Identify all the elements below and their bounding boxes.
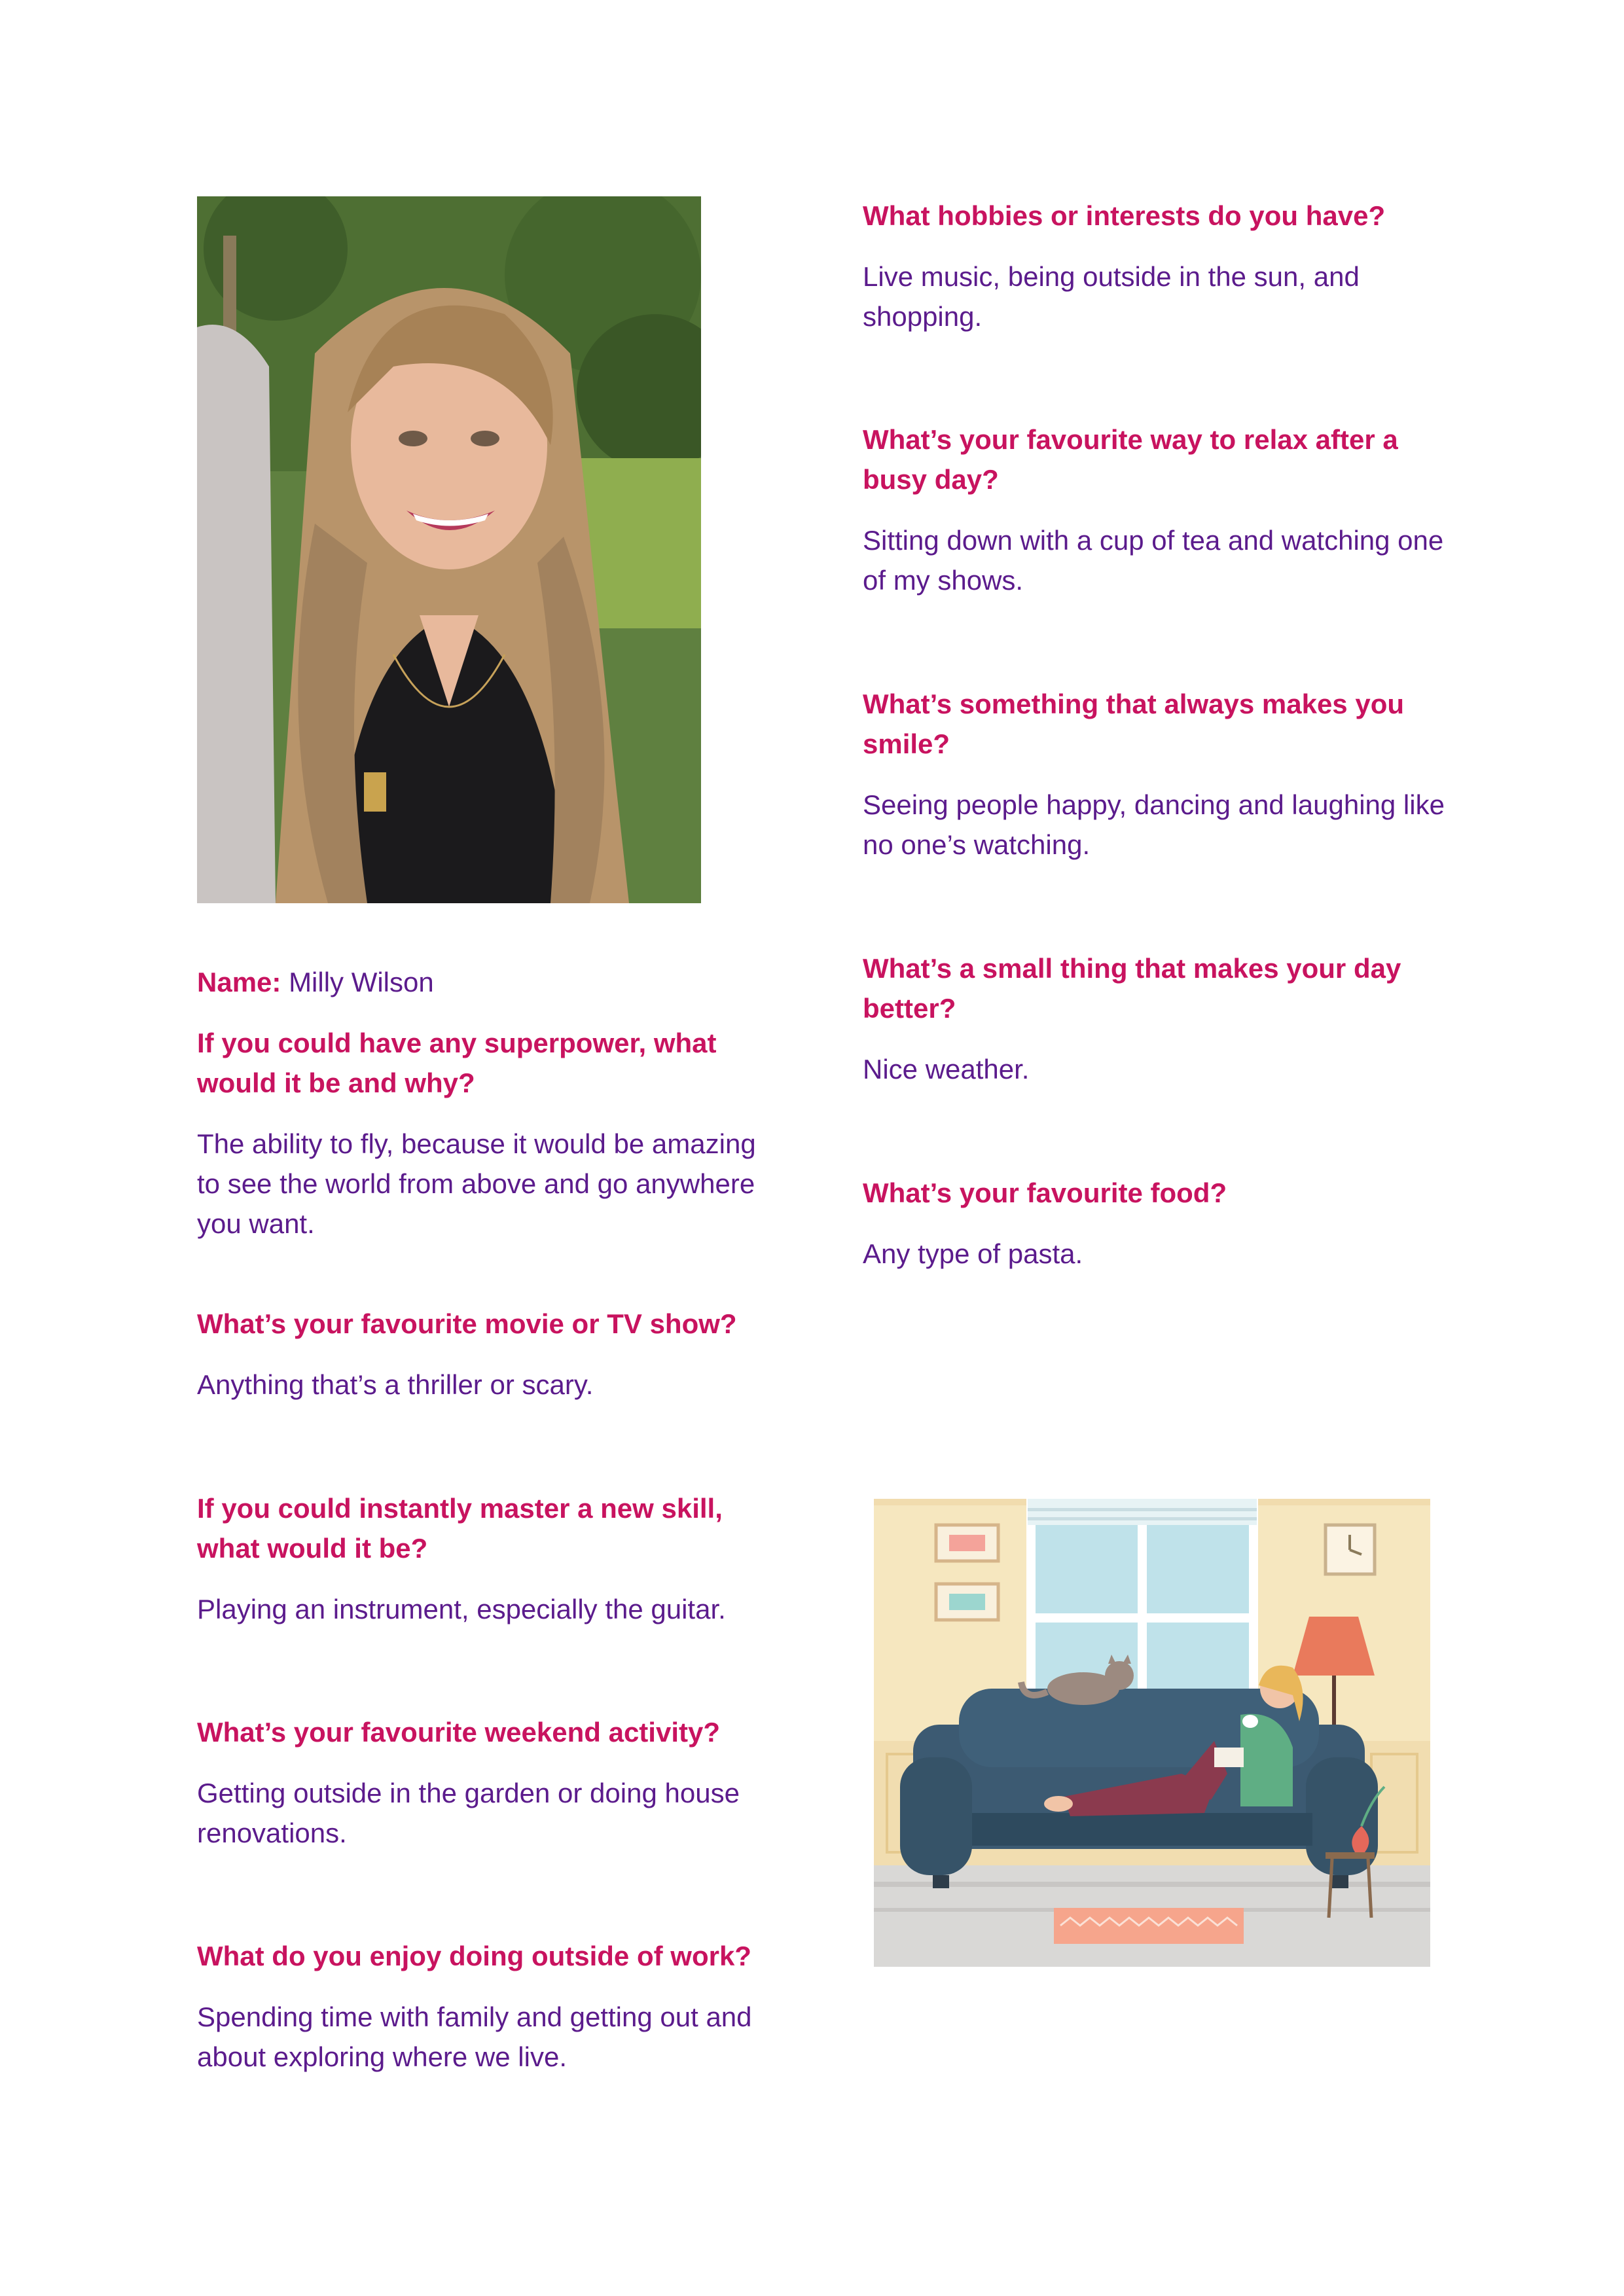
left-qa-3 bbox=[197, 1488, 773, 1629]
name-line bbox=[197, 962, 786, 1002]
left-qa-4 bbox=[197, 1712, 786, 1853]
name-label: Name: bbox=[197, 967, 281, 997]
answer: The ability to fly, because it would be amazing to see the world from above and go anywhere you want. bbox=[197, 1128, 756, 1239]
question: What’s something that always makes you smile? bbox=[863, 689, 1404, 759]
right-qa-3 bbox=[863, 684, 1452, 865]
name-section bbox=[197, 962, 786, 1002]
answer: Any type of pasta. bbox=[863, 1238, 1083, 1269]
sofa-illustration bbox=[874, 1499, 1430, 1967]
answer: Sitting down with a cup of tea and watching one of my shows. bbox=[863, 525, 1444, 596]
question: What’s your favourite movie or TV show? bbox=[197, 1308, 737, 1339]
answer: Spending time with family and getting out and about exploring where we live. bbox=[197, 2001, 752, 2072]
right-qa-5 bbox=[863, 1173, 1452, 1274]
name-value: Milly Wilson bbox=[289, 967, 434, 997]
answer: Seeing people happy, dancing and laughing like no one’s watching. bbox=[863, 789, 1445, 860]
right-qa-2 bbox=[863, 420, 1452, 600]
profile-photo bbox=[197, 196, 701, 903]
question: If you could have any superpower, what would it be and why? bbox=[197, 1028, 717, 1098]
question: What’s a small thing that makes your day better? bbox=[863, 953, 1401, 1024]
answer: Live music, being outside in the sun, and shopping. bbox=[863, 261, 1360, 332]
question: What’s your favourite way to relax after a busy day? bbox=[863, 424, 1398, 495]
left-qa-1 bbox=[197, 1023, 773, 1244]
answer: Nice weather. bbox=[863, 1054, 1030, 1085]
question: What do you enjoy doing outside of work? bbox=[197, 1941, 751, 1971]
left-qa-5 bbox=[197, 1936, 786, 2077]
question: What’s your favourite food? bbox=[863, 1177, 1227, 1208]
question: What’s your favourite weekend activity? bbox=[197, 1717, 720, 1748]
right-qa-4 bbox=[863, 948, 1452, 1089]
question: What hobbies or interests do you have? bbox=[863, 200, 1386, 231]
right-qa-1 bbox=[863, 196, 1452, 336]
left-qa-2 bbox=[197, 1304, 786, 1405]
answer: Getting outside in the garden or doing house renovations. bbox=[197, 1778, 740, 1848]
answer: Playing an instrument, especially the guitar. bbox=[197, 1594, 726, 1624]
answer: Anything that’s a thriller or scary. bbox=[197, 1369, 594, 1400]
question: If you could instantly master a new skill, what would it be? bbox=[197, 1493, 723, 1564]
